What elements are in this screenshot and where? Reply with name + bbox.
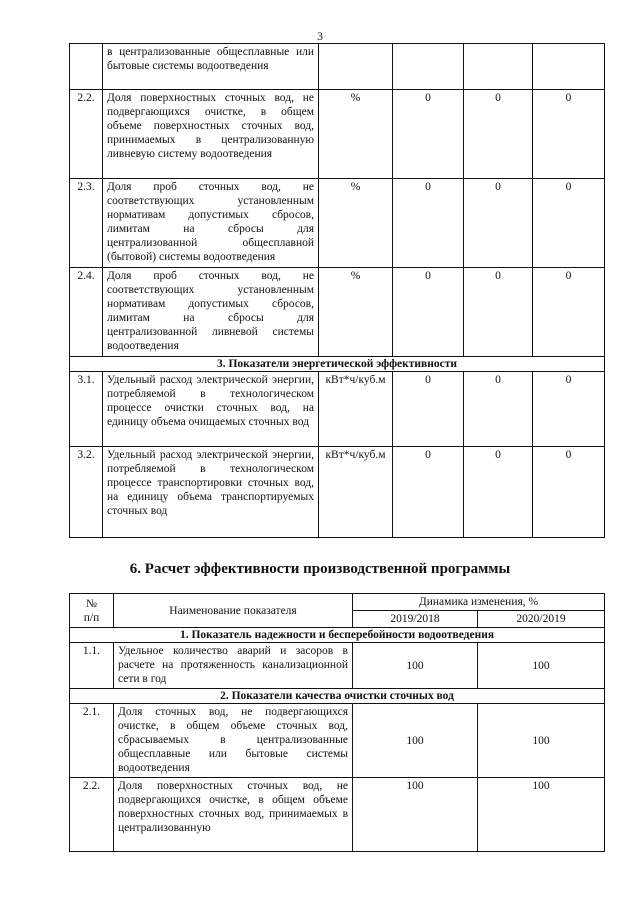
- section-header-row: [70, 689, 605, 704]
- table-row: [70, 447, 605, 538]
- value-cell: 0: [533, 372, 605, 447]
- value-cell: 0: [393, 447, 464, 538]
- value-cell: [464, 44, 533, 90]
- section-title: 3. Показатели энергетической эффективности: [70, 357, 605, 372]
- unit-cell: %: [319, 90, 393, 179]
- row-number: 1.1.: [70, 643, 114, 689]
- row-number: 3.2.: [70, 447, 103, 538]
- unit-cell: %: [319, 179, 393, 268]
- value-cell: 0: [393, 268, 464, 357]
- indicators-table: [69, 43, 605, 538]
- value-cell: 100: [478, 643, 605, 689]
- indicator-name: Доля проб сточных вод, не соответствующих установленным нормативам допустимых сбросов, лимитам на сбросы для централизованной общесплавной (бытовой) системы водоотведения: [103, 179, 319, 268]
- column-header-number: № п/п: [70, 594, 114, 628]
- value-cell: 100: [478, 778, 605, 852]
- indicator-name: Удельный расход электрической энергии, потребляемой в технологическом процессе очистки сточных вод, на единицу объема очищаемых сточных вод: [103, 372, 319, 447]
- indicator-name: Доля проб сточных вод, не соответствующих установленным нормативам допустимых сбросов, лимитам на сбросы для централизованной ливневой системы водоотведения: [103, 268, 319, 357]
- row-number: 2.4.: [70, 268, 103, 357]
- unit-cell: кВт*ч/куб.м: [319, 372, 393, 447]
- column-header-name: Наименование показателя: [114, 594, 353, 628]
- column-header-dynamics: Динамика изменения, %: [353, 594, 605, 611]
- value-cell: 0: [464, 268, 533, 357]
- indicator-name: Доля поверхностных сточных вод, не подвергающихся очистке, в общем объеме поверхностных сточных вод, принимаемых в централизованную: [114, 778, 353, 852]
- unit-cell: %: [319, 268, 393, 357]
- value-cell: 0: [464, 372, 533, 447]
- table-row: [70, 179, 605, 268]
- row-number: 3.1.: [70, 372, 103, 447]
- value-cell: 100: [353, 704, 478, 778]
- value-cell: [393, 44, 464, 90]
- header-row: [70, 594, 605, 611]
- row-number: 2.2.: [70, 778, 114, 852]
- indicator-name: Доля поверхностных сточных вод, не подвергающихся очистке, в общем объеме поверхностных сточных вод, принимаемых в централизованную ливневую систему водоотведения: [103, 90, 319, 179]
- value-cell: 0: [393, 179, 464, 268]
- table-row: [70, 643, 605, 689]
- value-cell: 0: [533, 179, 605, 268]
- value-cell: 0: [393, 372, 464, 447]
- value-cell: 0: [533, 90, 605, 179]
- unit-cell: [319, 44, 393, 90]
- value-cell: 0: [533, 268, 605, 357]
- table-row: [70, 372, 605, 447]
- value-cell: 0: [464, 179, 533, 268]
- value-cell: 100: [353, 778, 478, 852]
- efficiency-table: [69, 593, 605, 852]
- value-cell: 100: [478, 704, 605, 778]
- value-cell: 0: [393, 90, 464, 179]
- column-header-year: 2020/2019: [478, 611, 605, 628]
- indicator-name: Удельное количество аварий и засоров в расчете на протяженность канализационной сети в год: [114, 643, 353, 689]
- table-row: [70, 778, 605, 852]
- section-heading: 6. Расчет эффективности производственной программы: [129, 561, 511, 577]
- value-cell: 0: [464, 90, 533, 179]
- table-row: [70, 268, 605, 357]
- section-title: 1. Показатель надежности и бесперебойности водоотведения: [70, 628, 605, 643]
- table-row: [70, 90, 605, 179]
- row-number: [70, 44, 103, 90]
- indicator-name: Доля сточных вод, не подвергающихся очистке, в общем объеме сточных вод, сбрасываемых в централизованные общесплавные или бытовые системы водоотведения: [114, 704, 353, 778]
- unit-cell: кВт*ч/куб.м: [319, 447, 393, 538]
- section-header-row: [70, 357, 605, 372]
- row-number: 2.2.: [70, 90, 103, 179]
- section-title: 2. Показатели качества очистки сточных вод: [70, 689, 605, 704]
- column-header-year: 2019/2018: [353, 611, 478, 628]
- table-row: [70, 44, 605, 90]
- page-number: 3: [317, 29, 323, 43]
- section-header-row: [70, 628, 605, 643]
- value-cell: 100: [353, 643, 478, 689]
- indicator-name: Удельный расход электрической энергии, потребляемой в технологическом процессе транспортировки сточных вод, на единицу объема транспортируемых сточных вод: [103, 447, 319, 538]
- row-number: 2.3.: [70, 179, 103, 268]
- row-number: 2.1.: [70, 704, 114, 778]
- value-cell: 0: [533, 447, 605, 538]
- indicator-name: в централизованные общесплавные или бытовые системы водоотведения: [103, 44, 319, 90]
- value-cell: [533, 44, 605, 90]
- table-row: [70, 704, 605, 778]
- value-cell: 0: [464, 447, 533, 538]
